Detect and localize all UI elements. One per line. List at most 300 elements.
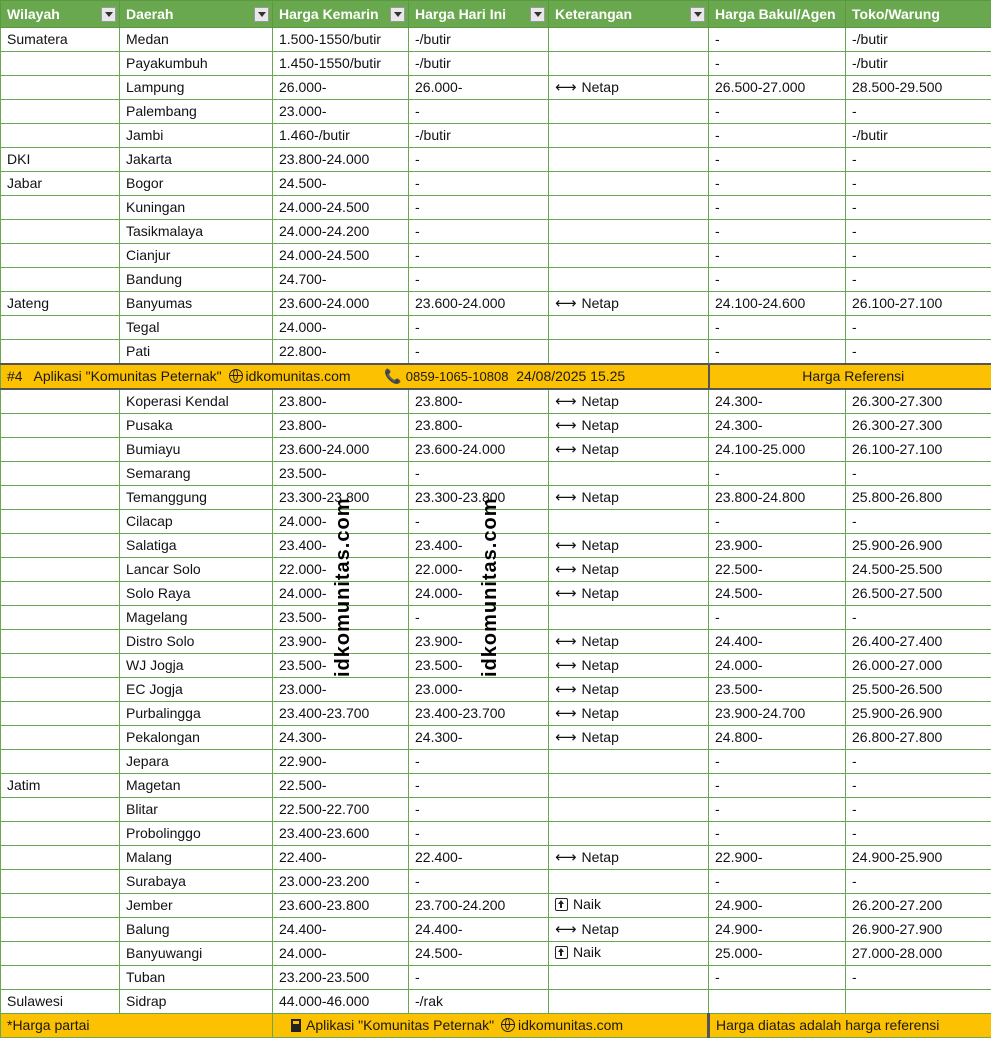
cell-bakul bbox=[709, 990, 846, 1014]
left-right-arrow-icon: ⟷ bbox=[555, 707, 577, 721]
cell-hari-ini: 23.400- bbox=[409, 534, 549, 558]
cell-wilayah bbox=[1, 654, 120, 678]
cell-toko: 25.500-26.500 bbox=[846, 678, 991, 702]
cell-keterangan bbox=[549, 654, 709, 678]
cell-daerah: Jambi bbox=[120, 124, 273, 148]
cell-wilayah bbox=[1, 702, 120, 726]
keterangan-value bbox=[555, 391, 619, 412]
header-hari-ini bbox=[409, 1, 549, 28]
cell-wilayah bbox=[1, 798, 120, 822]
keterangan-label: Netap bbox=[582, 487, 619, 508]
keterangan-value bbox=[555, 679, 619, 700]
cell-hari-ini: - bbox=[409, 100, 549, 124]
cell-keterangan bbox=[549, 870, 709, 894]
header-wilayah bbox=[1, 1, 120, 28]
cell-toko: 26.900-27.900 bbox=[846, 918, 991, 942]
cell-hari-ini: 22.000- bbox=[409, 558, 549, 582]
left-right-arrow-icon: ⟷ bbox=[555, 539, 577, 553]
cell-kemarin: 1.500-1550/butir bbox=[273, 28, 409, 52]
cell-wilayah bbox=[1, 534, 120, 558]
cell-hari-ini: - bbox=[409, 798, 549, 822]
keterangan-label: Netap bbox=[582, 919, 619, 940]
cell-toko: 25.800-26.800 bbox=[846, 486, 991, 510]
banner-row bbox=[1, 364, 991, 389]
cell-keterangan bbox=[549, 462, 709, 486]
cell-toko: - bbox=[846, 244, 991, 268]
cell-daerah: Pusaka bbox=[120, 414, 273, 438]
left-right-arrow-icon: ⟷ bbox=[555, 851, 577, 865]
cell-toko: 26.100-27.100 bbox=[846, 438, 991, 462]
cell-keterangan bbox=[549, 414, 709, 438]
footer-app-label: Aplikasi "Komunitas Peternak" bbox=[306, 1017, 494, 1033]
cell-wilayah bbox=[1, 846, 120, 870]
cell-wilayah bbox=[1, 918, 120, 942]
keterangan-label: Netap bbox=[582, 293, 619, 314]
table-row bbox=[1, 76, 991, 100]
cell-hari-ini: - bbox=[409, 462, 549, 486]
cell-kemarin: 26.000- bbox=[273, 76, 409, 100]
cell-bakul: - bbox=[709, 750, 846, 774]
cell-wilayah bbox=[1, 894, 120, 918]
cell-wilayah bbox=[1, 678, 120, 702]
table-row bbox=[1, 966, 991, 990]
cell-toko: - bbox=[846, 220, 991, 244]
cell-keterangan bbox=[549, 220, 709, 244]
keterangan-value bbox=[555, 631, 619, 652]
cell-daerah: Sidrap bbox=[120, 990, 273, 1014]
cell-keterangan bbox=[549, 606, 709, 630]
watermark-text: idkomunitas.com bbox=[332, 498, 355, 677]
cell-hari-ini: 23.800- bbox=[409, 414, 549, 438]
cell-daerah: Balung bbox=[120, 918, 273, 942]
banner-ref-label: Harga Referensi bbox=[802, 368, 904, 384]
table-row bbox=[1, 316, 991, 340]
cell-keterangan bbox=[549, 990, 709, 1014]
cell-keterangan bbox=[549, 702, 709, 726]
cell-daerah: Solo Raya bbox=[120, 582, 273, 606]
cell-wilayah bbox=[1, 726, 120, 750]
table-row bbox=[1, 822, 991, 846]
table-row bbox=[1, 438, 991, 462]
cell-bakul: - bbox=[709, 822, 846, 846]
cell-kemarin: 23.500- bbox=[273, 654, 409, 678]
cell-wilayah bbox=[1, 630, 120, 654]
cell-bakul: - bbox=[709, 606, 846, 630]
cell-wilayah: Jatim bbox=[1, 774, 120, 798]
header-kemarin bbox=[273, 1, 409, 28]
cell-kemarin: 23.000- bbox=[273, 100, 409, 124]
cell-bakul: 22.500- bbox=[709, 558, 846, 582]
table-row bbox=[1, 774, 991, 798]
cell-wilayah bbox=[1, 486, 120, 510]
left-right-arrow-icon: ⟷ bbox=[555, 659, 577, 673]
cell-toko: - bbox=[846, 750, 991, 774]
keterangan-label: Netap bbox=[582, 415, 619, 436]
cell-keterangan bbox=[549, 798, 709, 822]
cell-hari-ini: - bbox=[409, 510, 549, 534]
cell-keterangan bbox=[549, 124, 709, 148]
table-row bbox=[1, 678, 991, 702]
left-right-arrow-icon: ⟷ bbox=[555, 923, 577, 937]
cell-wilayah: Jabar bbox=[1, 172, 120, 196]
cell-daerah: Cianjur bbox=[120, 244, 273, 268]
keterangan-label: Naik bbox=[573, 894, 601, 915]
cell-toko: 26.500-27.500 bbox=[846, 582, 991, 606]
cell-toko: - bbox=[846, 316, 991, 340]
cell-bakul: - bbox=[709, 196, 846, 220]
filter-dropdown-icon[interactable] bbox=[254, 7, 269, 22]
cell-hari-ini: - bbox=[409, 196, 549, 220]
cell-keterangan bbox=[549, 822, 709, 846]
cell-bakul: 24.500- bbox=[709, 582, 846, 606]
cell-bakul: - bbox=[709, 966, 846, 990]
cell-kemarin: 24.000- bbox=[273, 316, 409, 340]
header-label: Harga Hari Ini bbox=[415, 4, 506, 25]
cell-toko: - bbox=[846, 774, 991, 798]
keterangan-value bbox=[555, 942, 601, 963]
cell-kemarin: 24.500- bbox=[273, 172, 409, 196]
cell-wilayah bbox=[1, 558, 120, 582]
cell-daerah: Semarang bbox=[120, 462, 273, 486]
cell-wilayah: DKI bbox=[1, 148, 120, 172]
cell-kemarin: 24.000-24.200 bbox=[273, 220, 409, 244]
table-row bbox=[1, 846, 991, 870]
cell-wilayah bbox=[1, 220, 120, 244]
cell-daerah: Magetan bbox=[120, 774, 273, 798]
cell-toko: - bbox=[846, 966, 991, 990]
keterangan-value bbox=[555, 487, 619, 508]
cell-bakul: - bbox=[709, 28, 846, 52]
cell-hari-ini: 24.400- bbox=[409, 918, 549, 942]
table-body-top bbox=[1, 28, 991, 365]
cell-keterangan bbox=[549, 100, 709, 124]
table-row bbox=[1, 750, 991, 774]
cell-keterangan bbox=[549, 582, 709, 606]
cell-bakul: 22.900- bbox=[709, 846, 846, 870]
cell-hari-ini: - bbox=[409, 774, 549, 798]
header-keterangan bbox=[549, 1, 709, 28]
keterangan-value bbox=[555, 655, 619, 676]
cell-toko: - bbox=[846, 798, 991, 822]
cell-hari-ini: 23.900- bbox=[409, 630, 549, 654]
header-bakul bbox=[709, 1, 846, 28]
cell-keterangan bbox=[549, 510, 709, 534]
cell-toko: - bbox=[846, 340, 991, 365]
left-right-arrow-icon: ⟷ bbox=[555, 81, 577, 95]
banner-app: Aplikasi "Komunitas Peternak" bbox=[33, 368, 221, 384]
cell-toko: - bbox=[846, 196, 991, 220]
cell-hari-ini: 22.400- bbox=[409, 846, 549, 870]
keterangan-value bbox=[555, 535, 619, 556]
cell-toko: 26.400-27.400 bbox=[846, 630, 991, 654]
cell-toko: 24.900-25.900 bbox=[846, 846, 991, 870]
header-label: Harga Bakul/Agen bbox=[715, 6, 836, 22]
header-label: Daerah bbox=[126, 4, 173, 25]
cell-keterangan bbox=[549, 774, 709, 798]
cell-bakul: 24.100-24.600 bbox=[709, 292, 846, 316]
cell-kemarin: 23.400- bbox=[273, 534, 409, 558]
cell-kemarin: 22.500-22.700 bbox=[273, 798, 409, 822]
cell-wilayah bbox=[1, 244, 120, 268]
cell-wilayah bbox=[1, 316, 120, 340]
cell-keterangan bbox=[549, 918, 709, 942]
cell-wilayah bbox=[1, 462, 120, 486]
cell-toko: 26.300-27.300 bbox=[846, 389, 991, 414]
cell-hari-ini: 23.700-24.200 bbox=[409, 894, 549, 918]
cell-kemarin: 24.000- bbox=[273, 582, 409, 606]
cell-bakul: 24.400- bbox=[709, 630, 846, 654]
cell-hari-ini: 23.000- bbox=[409, 678, 549, 702]
cell-kemarin: 23.200-23.500 bbox=[273, 966, 409, 990]
header-label: Harga Kemarin bbox=[279, 4, 379, 25]
banner-phone: 0859-1065-10808 bbox=[406, 369, 509, 384]
cell-bakul: - bbox=[709, 172, 846, 196]
cell-daerah: EC Jogja bbox=[120, 678, 273, 702]
header-label: Wilayah bbox=[7, 4, 60, 25]
keterangan-value bbox=[555, 293, 619, 314]
cell-kemarin: 23.800-24.000 bbox=[273, 148, 409, 172]
left-right-arrow-icon: ⟷ bbox=[555, 443, 577, 457]
cell-kemarin: 22.500- bbox=[273, 774, 409, 798]
arrow-up-box-icon bbox=[555, 946, 568, 959]
cell-bakul: 23.500- bbox=[709, 678, 846, 702]
cell-daerah: Magelang bbox=[120, 606, 273, 630]
cell-toko: - bbox=[846, 268, 991, 292]
banner-site[interactable]: idkomunitas.com bbox=[246, 368, 351, 384]
cell-kemarin: 23.400-23.600 bbox=[273, 822, 409, 846]
cell-hari-ini: -/butir bbox=[409, 28, 549, 52]
left-right-arrow-icon: ⟷ bbox=[555, 635, 577, 649]
table-row bbox=[1, 340, 991, 365]
cell-daerah: Bumiayu bbox=[120, 438, 273, 462]
cell-hari-ini: - bbox=[409, 148, 549, 172]
cell-keterangan bbox=[549, 486, 709, 510]
cell-daerah: Palembang bbox=[120, 100, 273, 124]
keterangan-label: Netap bbox=[582, 679, 619, 700]
table-body-bottom bbox=[1, 389, 991, 1014]
cell-hari-ini: 24.000- bbox=[409, 582, 549, 606]
cell-toko: - bbox=[846, 100, 991, 124]
cell-toko: - bbox=[846, 510, 991, 534]
cell-keterangan bbox=[549, 196, 709, 220]
left-right-arrow-icon: ⟷ bbox=[555, 491, 577, 505]
cell-hari-ini: 23.300-23.800 bbox=[409, 486, 549, 510]
keterangan-value bbox=[555, 415, 619, 436]
cell-bakul: 24.900- bbox=[709, 894, 846, 918]
header-toko bbox=[846, 1, 991, 28]
footer-left-label: *Harga partai bbox=[7, 1017, 90, 1033]
cell-kemarin: 24.700- bbox=[273, 268, 409, 292]
cell-bakul: - bbox=[709, 870, 846, 894]
cell-toko: 25.900-26.900 bbox=[846, 702, 991, 726]
cell-kemarin: 23.600-23.800 bbox=[273, 894, 409, 918]
cell-daerah: Blitar bbox=[120, 798, 273, 822]
cell-hari-ini: -/butir bbox=[409, 124, 549, 148]
cell-hari-ini: 23.600-24.000 bbox=[409, 292, 549, 316]
cell-kemarin: 23.600-24.000 bbox=[273, 292, 409, 316]
keterangan-value bbox=[555, 559, 619, 580]
footer-left bbox=[1, 1014, 273, 1038]
cell-kemarin: 24.400- bbox=[273, 918, 409, 942]
cell-wilayah bbox=[1, 510, 120, 534]
cell-kemarin: 24.000- bbox=[273, 510, 409, 534]
table-row bbox=[1, 870, 991, 894]
filter-dropdown-icon[interactable] bbox=[101, 7, 116, 22]
cell-daerah: Malang bbox=[120, 846, 273, 870]
header-label: Toko/Warung bbox=[852, 6, 940, 22]
cell-keterangan bbox=[549, 268, 709, 292]
cell-keterangan bbox=[549, 846, 709, 870]
cell-bakul: - bbox=[709, 340, 846, 365]
cell-bakul: - bbox=[709, 124, 846, 148]
cell-bakul: 23.900-24.700 bbox=[709, 702, 846, 726]
cell-wilayah bbox=[1, 870, 120, 894]
keterangan-value bbox=[555, 439, 619, 460]
keterangan-label: Netap bbox=[582, 631, 619, 652]
cell-bakul: 26.500-27.000 bbox=[709, 76, 846, 100]
table-row bbox=[1, 220, 991, 244]
cell-bakul: 24.900- bbox=[709, 918, 846, 942]
cell-wilayah bbox=[1, 196, 120, 220]
keterangan-value bbox=[555, 583, 619, 604]
table-row bbox=[1, 244, 991, 268]
keterangan-label: Netap bbox=[582, 847, 619, 868]
cell-bakul: 24.000- bbox=[709, 654, 846, 678]
left-right-arrow-icon: ⟷ bbox=[555, 297, 577, 311]
left-right-arrow-icon: ⟷ bbox=[555, 683, 577, 697]
footer-app bbox=[273, 1014, 709, 1038]
cell-toko: - bbox=[846, 148, 991, 172]
banner-info bbox=[1, 364, 709, 389]
cell-daerah: Bogor bbox=[120, 172, 273, 196]
filter-dropdown-icon[interactable] bbox=[390, 7, 405, 22]
cell-keterangan bbox=[549, 172, 709, 196]
footer-note-label: Harga diatas adalah harga referensi bbox=[716, 1017, 939, 1033]
cell-kemarin: 22.800- bbox=[273, 340, 409, 365]
cell-wilayah bbox=[1, 124, 120, 148]
cell-hari-ini: 23.600-24.000 bbox=[409, 438, 549, 462]
cell-kemarin: 23.300-23.800 bbox=[273, 486, 409, 510]
cell-daerah: Tuban bbox=[120, 966, 273, 990]
cell-wilayah: Sulawesi bbox=[1, 990, 120, 1014]
cell-bakul: - bbox=[709, 798, 846, 822]
table-row bbox=[1, 52, 991, 76]
left-right-arrow-icon: ⟷ bbox=[555, 419, 577, 433]
cell-wilayah bbox=[1, 438, 120, 462]
cell-kemarin: 23.800- bbox=[273, 389, 409, 414]
filter-dropdown-icon[interactable] bbox=[690, 7, 705, 22]
cell-bakul: 24.800- bbox=[709, 726, 846, 750]
table-row bbox=[1, 726, 991, 750]
left-right-arrow-icon: ⟷ bbox=[555, 731, 577, 745]
table-row bbox=[1, 942, 991, 966]
cell-toko: -/butir bbox=[846, 52, 991, 76]
cell-daerah: Bandung bbox=[120, 268, 273, 292]
cell-wilayah: Sumatera bbox=[1, 28, 120, 52]
cell-toko bbox=[846, 990, 991, 1014]
cell-keterangan bbox=[549, 28, 709, 52]
table-row bbox=[1, 894, 991, 918]
left-right-arrow-icon: ⟷ bbox=[555, 563, 577, 577]
cell-bakul: - bbox=[709, 774, 846, 798]
cell-keterangan bbox=[549, 558, 709, 582]
cell-hari-ini: - bbox=[409, 268, 549, 292]
cell-kemarin: 22.000- bbox=[273, 558, 409, 582]
cell-wilayah bbox=[1, 340, 120, 365]
keterangan-label: Netap bbox=[582, 439, 619, 460]
filter-dropdown-icon[interactable] bbox=[530, 7, 545, 22]
cell-daerah: Banyuwangi bbox=[120, 942, 273, 966]
cell-daerah: Pekalongan bbox=[120, 726, 273, 750]
cell-wilayah bbox=[1, 414, 120, 438]
cell-bakul: - bbox=[709, 244, 846, 268]
cell-keterangan bbox=[549, 966, 709, 990]
cell-toko: 26.100-27.100 bbox=[846, 292, 991, 316]
cell-toko: - bbox=[846, 172, 991, 196]
cell-toko: - bbox=[846, 462, 991, 486]
keterangan-label: Naik bbox=[573, 942, 601, 963]
keterangan-label: Netap bbox=[582, 559, 619, 580]
cell-daerah: Banyumas bbox=[120, 292, 273, 316]
cell-toko: 26.000-27.000 bbox=[846, 654, 991, 678]
cell-wilayah bbox=[1, 822, 120, 846]
table-row bbox=[1, 798, 991, 822]
cell-hari-ini: - bbox=[409, 340, 549, 365]
keterangan-value bbox=[555, 894, 601, 915]
keterangan-value bbox=[555, 727, 619, 748]
cell-toko: - bbox=[846, 870, 991, 894]
footer-note bbox=[709, 1014, 991, 1038]
table-row bbox=[1, 292, 991, 316]
left-right-arrow-icon: ⟷ bbox=[555, 587, 577, 601]
cell-daerah: Temanggung bbox=[120, 486, 273, 510]
cell-kemarin: 22.900- bbox=[273, 750, 409, 774]
cell-bakul: 25.000- bbox=[709, 942, 846, 966]
keterangan-label: Netap bbox=[582, 391, 619, 412]
cell-daerah: Jember bbox=[120, 894, 273, 918]
calculator-icon bbox=[291, 1019, 301, 1032]
cell-hari-ini: - bbox=[409, 244, 549, 268]
cell-kemarin: 23.000- bbox=[273, 678, 409, 702]
table-row bbox=[1, 268, 991, 292]
cell-wilayah bbox=[1, 268, 120, 292]
cell-hari-ini: 23.500- bbox=[409, 654, 549, 678]
cell-hari-ini: - bbox=[409, 316, 549, 340]
cell-kemarin: 44.000-46.000 bbox=[273, 990, 409, 1014]
cell-bakul: - bbox=[709, 462, 846, 486]
keterangan-label: Netap bbox=[582, 703, 619, 724]
cell-bakul: - bbox=[709, 268, 846, 292]
table-row bbox=[1, 389, 991, 414]
cell-bakul: - bbox=[709, 316, 846, 340]
cell-toko: 25.900-26.900 bbox=[846, 534, 991, 558]
cell-keterangan bbox=[549, 942, 709, 966]
cell-hari-ini: - bbox=[409, 750, 549, 774]
cell-daerah: Probolinggo bbox=[120, 822, 273, 846]
cell-daerah: Payakumbuh bbox=[120, 52, 273, 76]
cell-daerah: Lancar Solo bbox=[120, 558, 273, 582]
cell-kemarin: 1.460-/butir bbox=[273, 124, 409, 148]
footer-site[interactable]: idkomunitas.com bbox=[518, 1017, 623, 1033]
table-row bbox=[1, 702, 991, 726]
cell-kemarin: 23.500- bbox=[273, 606, 409, 630]
cell-bakul: 23.800-24.800 bbox=[709, 486, 846, 510]
cell-bakul: - bbox=[709, 148, 846, 172]
cell-bakul: 24.300- bbox=[709, 414, 846, 438]
cell-kemarin: 23.800- bbox=[273, 414, 409, 438]
cell-hari-ini: - bbox=[409, 606, 549, 630]
cell-kemarin: 23.000-23.200 bbox=[273, 870, 409, 894]
